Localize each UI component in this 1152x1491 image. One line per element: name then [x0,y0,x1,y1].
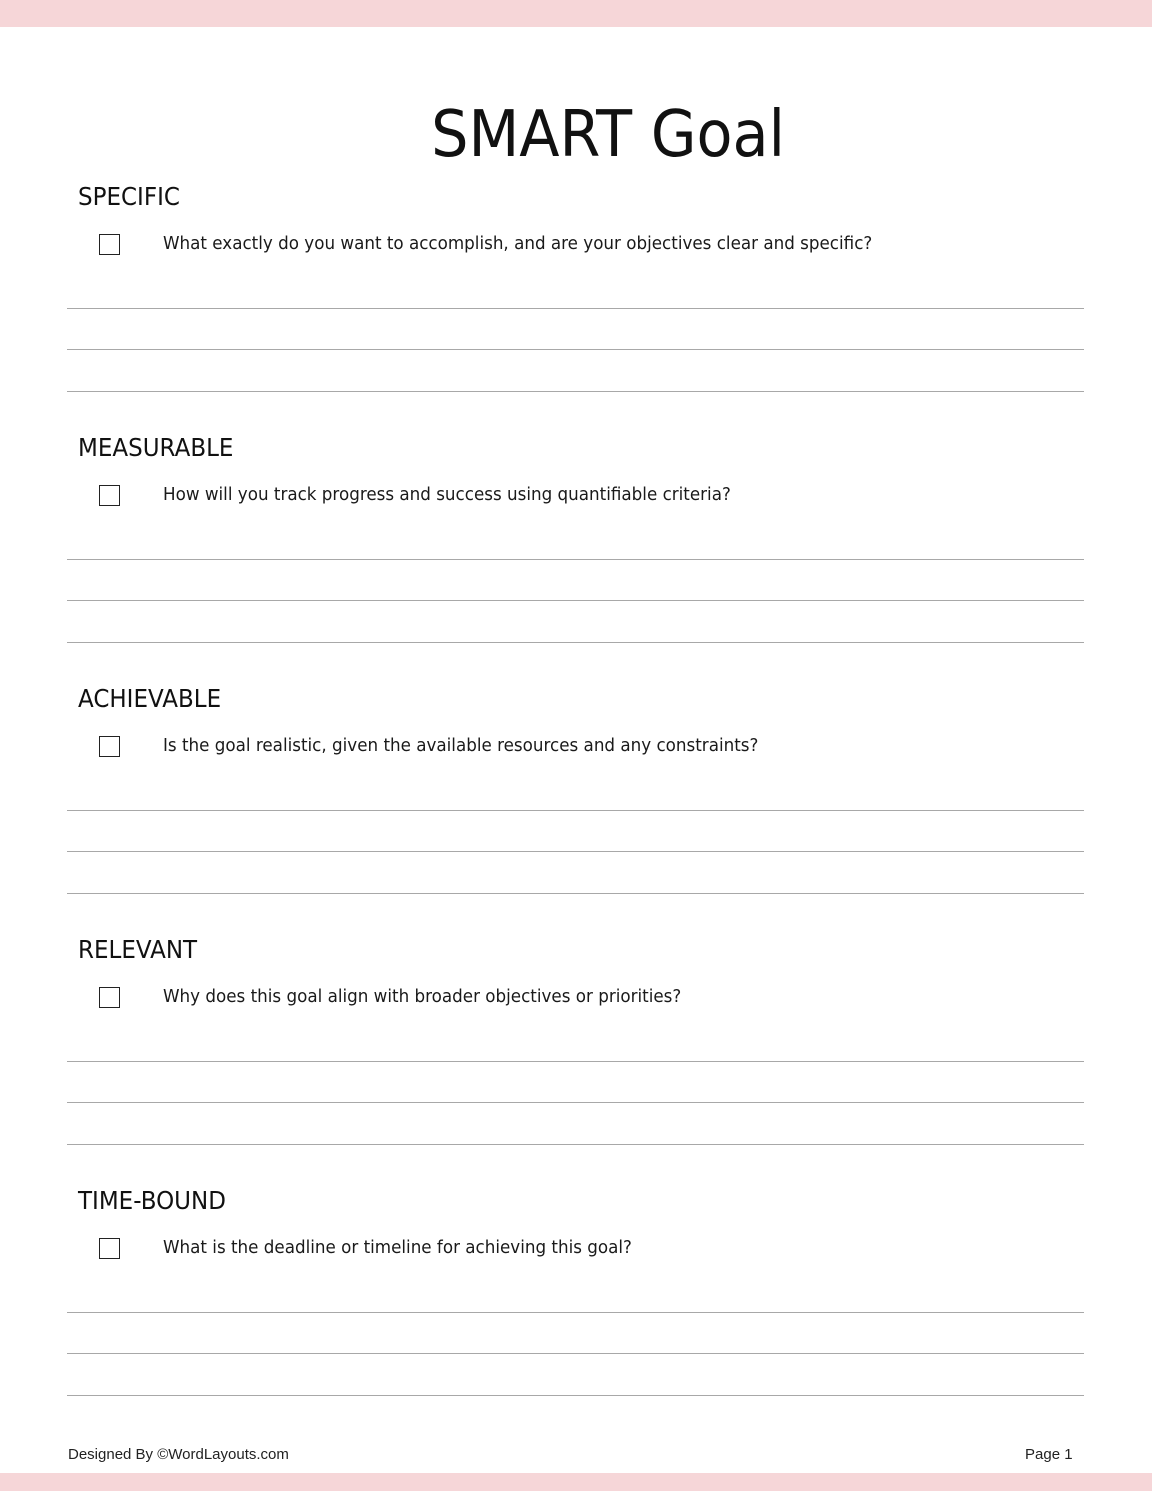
answer-line-2[interactable] [67,349,1084,351]
question-text: How will you track progress and success using quantifiable criteria? [163,484,731,505]
section-heading: SPECIFIC [78,182,180,211]
checkbox-achievable[interactable] [99,736,120,757]
bottom-decorative-band [0,1473,1152,1491]
answer-line-2[interactable] [67,851,1084,853]
answer-line-1[interactable] [67,810,1084,812]
page-number: Page 1 [1025,1446,1073,1463]
page-title: SMART Goal [431,97,785,172]
answer-line-3[interactable] [67,1395,1084,1397]
answer-line-3[interactable] [67,391,1084,393]
section-achievable [0,682,1152,933]
checkbox-relevant[interactable] [99,987,120,1008]
section-heading: TIME-BOUND [78,1186,226,1215]
checkbox-time-bound[interactable] [99,1238,120,1259]
checkbox-measurable[interactable] [99,485,120,506]
answer-line-1[interactable] [67,1061,1084,1063]
answer-line-2[interactable] [67,1353,1084,1355]
answer-line-3[interactable] [67,893,1084,895]
answer-line-1[interactable] [67,559,1084,561]
question-text: What exactly do you want to accomplish, and are your objectives clear and specific? [163,233,873,254]
section-heading: RELEVANT [78,935,198,964]
question-text: Is the goal realistic, given the available resources and any constraints? [163,735,759,756]
question-text: What is the deadline or timeline for achieving this goal? [163,1237,632,1258]
answer-line-1[interactable] [67,308,1084,310]
section-specific [0,180,1152,431]
checkbox-specific[interactable] [99,234,120,255]
section-measurable [0,431,1152,682]
section-time-bound [0,1184,1152,1435]
section-relevant [0,933,1152,1184]
answer-line-2[interactable] [67,600,1084,602]
section-heading: MEASURABLE [78,433,234,462]
section-heading: ACHIEVABLE [78,684,222,713]
footer-credit: Designed By ©WordLayouts.com [68,1446,289,1463]
answer-line-3[interactable] [67,1144,1084,1146]
answer-line-1[interactable] [67,1312,1084,1314]
answer-line-3[interactable] [67,642,1084,644]
top-decorative-band [0,0,1152,27]
question-text: Why does this goal align with broader objectives or priorities? [163,986,682,1007]
answer-line-2[interactable] [67,1102,1084,1104]
